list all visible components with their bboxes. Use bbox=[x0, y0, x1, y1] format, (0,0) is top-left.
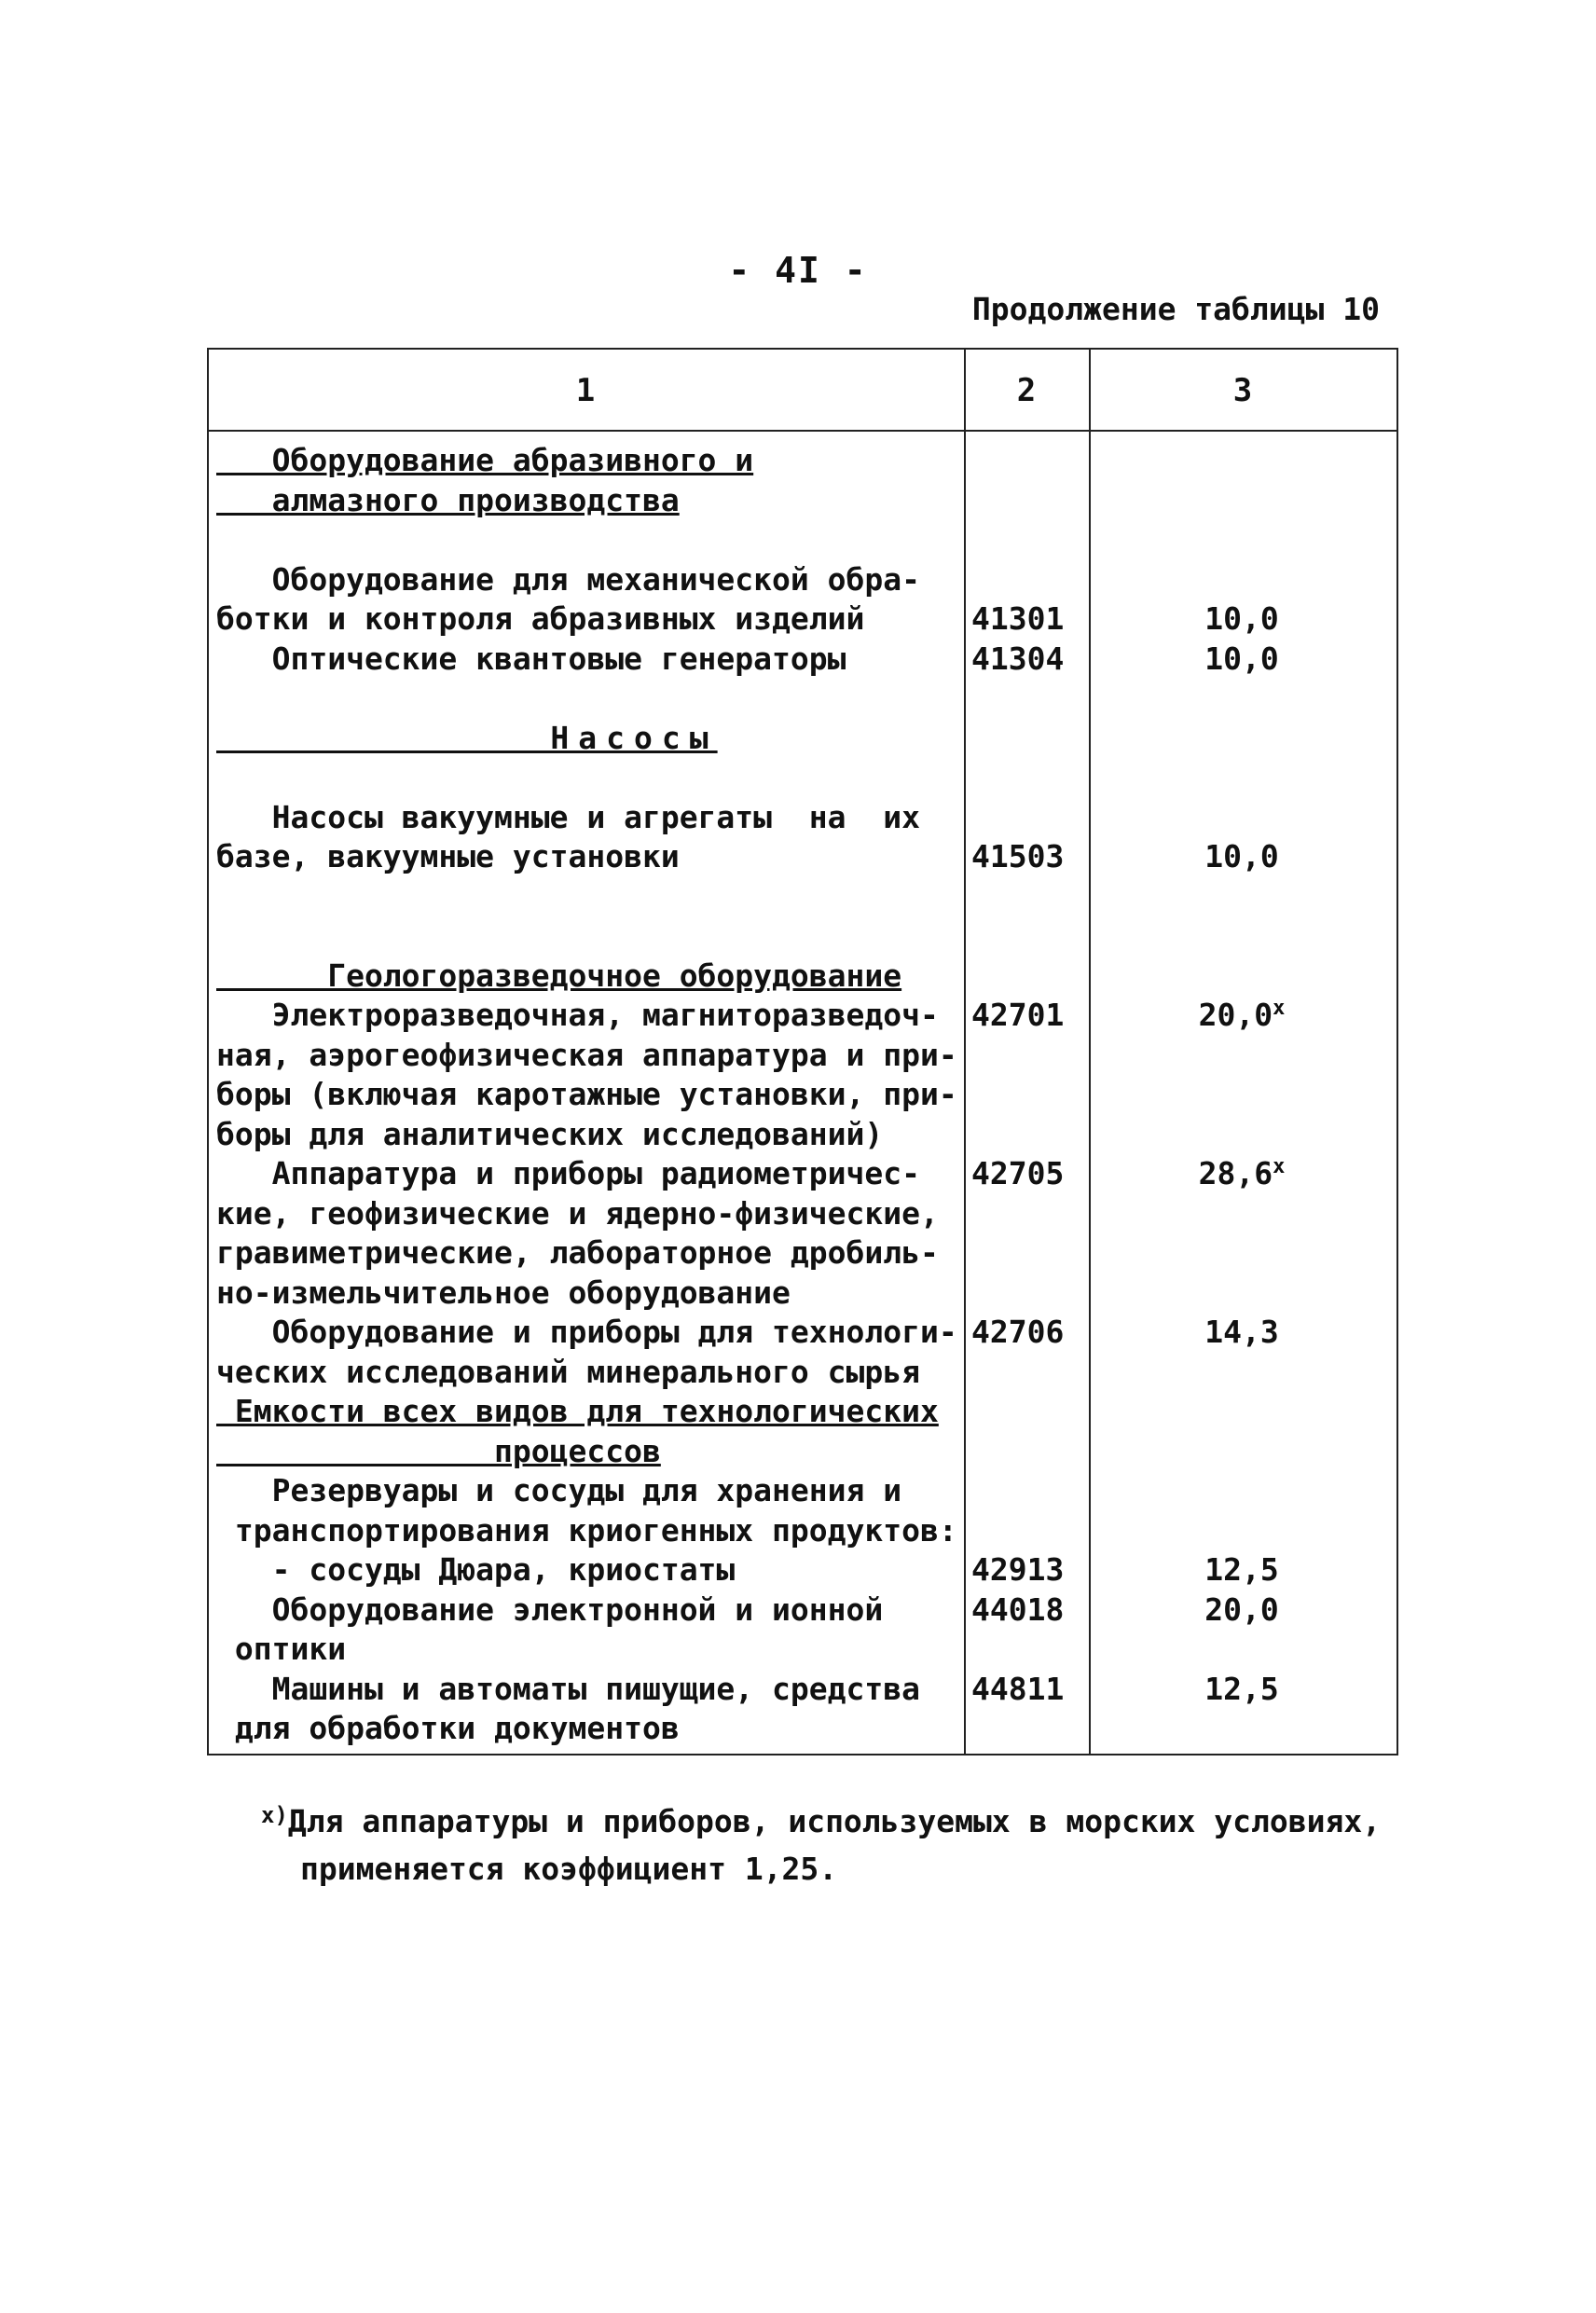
table-row bbox=[207, 679, 1398, 718]
page-number: - 4I - bbox=[728, 250, 868, 291]
footnote-line-2: применяется коэффициент 1,25. bbox=[300, 1851, 838, 1887]
cell-description: для обработки документов bbox=[216, 1710, 680, 1746]
cell-description: - сосуды Дюара, криостаты bbox=[216, 1551, 736, 1588]
header-col-1: 1 bbox=[575, 372, 596, 409]
cell-description: Емкости всех видов для технологических bbox=[216, 1393, 939, 1429]
table-row bbox=[207, 1432, 1398, 1471]
cell-description: Оборудование электронной и ионной bbox=[216, 1590, 884, 1628]
table-row bbox=[207, 719, 1398, 758]
cell-description: Резервуары и сосуды для хранения и bbox=[216, 1472, 902, 1508]
cell-value bbox=[1093, 837, 1391, 876]
table-row bbox=[207, 1194, 1398, 1233]
table-continuation-title: Продолжение таблицы 10 bbox=[971, 291, 1380, 327]
table-row bbox=[207, 916, 1398, 956]
table-row bbox=[207, 1233, 1398, 1273]
cell-value bbox=[1093, 640, 1391, 679]
table-row bbox=[207, 481, 1398, 520]
cell-code: 44018 bbox=[971, 1590, 1065, 1628]
table-row bbox=[207, 1550, 1398, 1590]
cell-description: Оборудование и приборы для технологи- bbox=[216, 1314, 957, 1350]
cell-code: 42701 bbox=[971, 997, 1065, 1033]
table-row bbox=[207, 1630, 1398, 1669]
footnote bbox=[261, 1799, 1426, 1892]
header-col-2: 2 bbox=[1016, 372, 1037, 409]
cell-value bbox=[1093, 1590, 1391, 1630]
table-row bbox=[207, 1274, 1398, 1313]
cell-description: Оборудование абразивного и bbox=[216, 442, 754, 478]
cell-value-text: 14,3 bbox=[1204, 1314, 1279, 1350]
cell-value-text: 10,0 bbox=[1204, 640, 1279, 677]
table-top-border bbox=[207, 348, 1398, 350]
footnote-ref: x bbox=[1273, 1155, 1286, 1178]
footnote-line-1: Для аппаратуры и приборов, используемых в морских условиях, bbox=[287, 1803, 1382, 1839]
data-table bbox=[207, 348, 1398, 1755]
table-row bbox=[207, 1670, 1398, 1709]
cell-value bbox=[1093, 599, 1391, 639]
table-row bbox=[207, 1313, 1398, 1352]
table-row bbox=[207, 837, 1398, 876]
cell-description: боры для аналитических исследований) bbox=[216, 1115, 884, 1152]
cell-code: 42705 bbox=[971, 1155, 1065, 1191]
footnote-mark: x) bbox=[261, 1802, 288, 1828]
cell-code: 44811 bbox=[971, 1670, 1065, 1707]
cell-description: алмазного производства bbox=[216, 481, 680, 518]
table-row bbox=[207, 520, 1398, 559]
cell-value-text: 20,0 bbox=[1204, 1590, 1279, 1628]
cell-value bbox=[1093, 1313, 1391, 1352]
cell-value-text: 12,5 bbox=[1204, 1670, 1279, 1707]
table-bottom-border bbox=[207, 1754, 1398, 1755]
cell-code: 41503 bbox=[971, 838, 1065, 874]
cell-description: но-измельчительное оборудование bbox=[216, 1274, 791, 1311]
cell-value-text: 10,0 bbox=[1204, 838, 1279, 874]
table-row bbox=[207, 560, 1398, 599]
table-row bbox=[207, 1036, 1398, 1075]
table-row bbox=[207, 877, 1398, 916]
table-row bbox=[207, 1353, 1398, 1392]
table-row bbox=[207, 1590, 1398, 1630]
cell-value-text: 20,0 bbox=[1198, 997, 1273, 1033]
cell-description: гравиметрические, лабораторное дробиль- bbox=[216, 1234, 939, 1271]
table-row bbox=[207, 599, 1398, 639]
table-row bbox=[207, 758, 1398, 797]
cell-description: ботки и контроля абразивных изделий bbox=[216, 600, 865, 637]
cell-description: боры (включая каротажные установки, при- bbox=[216, 1076, 957, 1112]
table-row bbox=[207, 441, 1398, 480]
cell-description: Машины и автоматы пишущие, средства bbox=[216, 1670, 920, 1707]
cell-description: Насосы вакуумные и агрегаты на их bbox=[216, 798, 920, 835]
table-row bbox=[207, 798, 1398, 837]
header-divider bbox=[207, 430, 1398, 432]
cell-value-text: 10,0 bbox=[1204, 600, 1279, 637]
cell-value bbox=[1093, 996, 1391, 1035]
header-col-3: 3 bbox=[1232, 372, 1253, 409]
cell-description: Геологоразведочное оборудование bbox=[216, 957, 902, 994]
cell-description: процессов bbox=[216, 1432, 661, 1469]
table-row bbox=[207, 996, 1398, 1035]
cell-value-text: 28,6 bbox=[1198, 1155, 1273, 1191]
cell-description: ческих исследований минерального сырья bbox=[216, 1353, 920, 1390]
cell-description: Аппаратура и приборы радиометричес- bbox=[216, 1155, 920, 1191]
table-row bbox=[207, 957, 1398, 996]
table-row bbox=[207, 1471, 1398, 1510]
table-row bbox=[207, 640, 1398, 679]
table-row bbox=[207, 1075, 1398, 1114]
table-row bbox=[207, 1115, 1398, 1154]
cell-description: Электроразведочная, магниторазведоч- bbox=[216, 997, 939, 1033]
cell-code: 42706 bbox=[971, 1314, 1065, 1350]
cell-description: Оптические квантовые генераторы bbox=[216, 640, 846, 677]
cell-description: кие, геофизические и ядерно-физические, bbox=[216, 1194, 939, 1232]
cell-value-text: 12,5 bbox=[1204, 1551, 1279, 1588]
cell-description: оптики bbox=[216, 1631, 347, 1667]
table-row bbox=[207, 1154, 1398, 1193]
table-row bbox=[207, 1392, 1398, 1431]
cell-value bbox=[1093, 1154, 1391, 1193]
cell-value bbox=[1093, 1670, 1391, 1709]
cell-description: Оборудование для механической обра- bbox=[216, 560, 920, 598]
cell-description: транспортирования криогенных продуктов: bbox=[216, 1511, 957, 1549]
cell-code: 41304 bbox=[971, 640, 1065, 677]
cell-value bbox=[1093, 1550, 1391, 1590]
table-row bbox=[207, 1709, 1398, 1748]
cell-code: 42913 bbox=[971, 1551, 1065, 1588]
cell-description: ная, аэрогеофизическая аппаратура и при- bbox=[216, 1036, 957, 1073]
cell-description: Насосы bbox=[216, 719, 718, 756]
cell-description: базе, вакуумные установки bbox=[216, 838, 680, 874]
cell-code: 41301 bbox=[971, 600, 1065, 637]
footnote-ref: x bbox=[1273, 997, 1286, 1020]
table-row bbox=[207, 1511, 1398, 1550]
